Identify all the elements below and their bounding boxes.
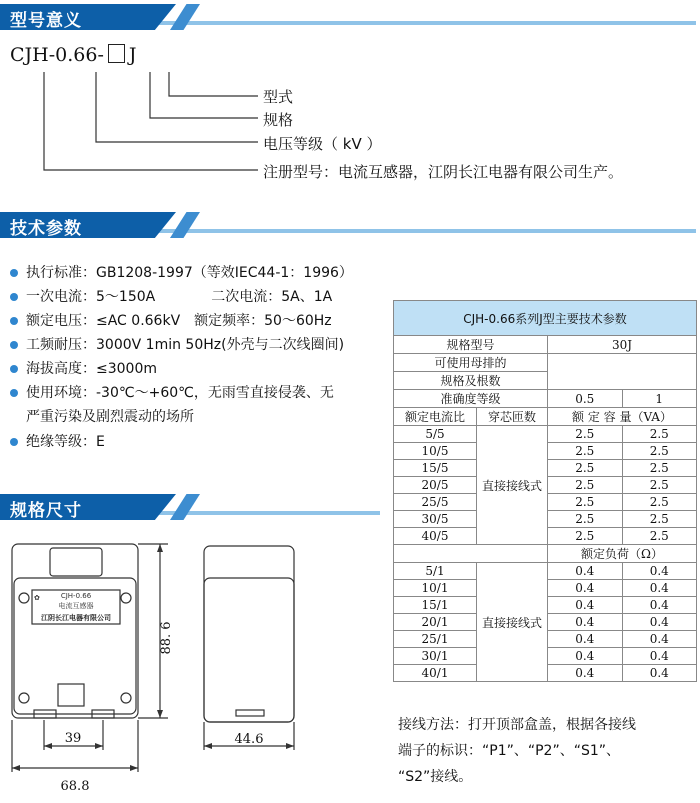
dimension-side: 44.6 (234, 732, 264, 747)
dimension-drawing (0, 540, 392, 803)
table-row: 10/1 0.4 0.4 (394, 580, 697, 597)
table-row: 25/5 2.5 2.5 (394, 494, 697, 511)
bullet-icon (10, 389, 18, 397)
section-title: 型号意义 (10, 11, 82, 31)
spec-item: 使用环境：-30℃～+60℃，无雨雪直接侵袭、无 (10, 382, 334, 402)
svg-text:✿: ✿ (34, 594, 40, 602)
spec-item: 绝缘等级：E (10, 431, 105, 451)
dimension-width-68: 68.8 (60, 779, 90, 794)
brand-line3: 江阴长江电器有限公司 (41, 614, 111, 622)
spec-item: 执行标准：GB1208-1997（等效IEC44-1：1996） (10, 262, 353, 282)
table-row: 40/5 2.5 2.5 (394, 528, 697, 545)
model-label-type: 型式 (263, 88, 294, 106)
parameter-table: CJH-0.66系列J型主要技术参数 规格型号 30J 可使用母排的 规格及根数 准确度等级 0.5 1 额定电流比 穿芯匝数 额 定 容 量（VA） 5/5 直接接线式 2.5 2.5 10/5 2.5 2.5 15/5 2.5 2.5 20/5 2.5 2.5 25/5 2.5 2.5 30/5 2.5 2.5 40/5 2.5 2.5 额定负荷（Ω） 5/1 直接接线式 0.4 0.4 10/1 0.4 0.4 15/1 0.4 0.4 20/1 0.4 0.4 25/1 0.4 0.4 30/1 0.4 0.4 40/1 0.4 0.4 (393, 300, 697, 682)
bullet-icon (10, 269, 18, 277)
brand-line1: CJH-0.66 (60, 592, 92, 600)
table-caption: CJH-0.66系列J型主要技术参数 (394, 301, 697, 336)
table-row: 20/5 2.5 2.5 (394, 477, 697, 494)
wiring-note-line1: 接线方法：打开顶部盒盖，根据各接线 (398, 717, 636, 733)
table-row: 25/1 0.4 0.4 (394, 631, 697, 648)
table-row: 30/1 0.4 0.4 (394, 648, 697, 665)
section-title: 技术参数 (10, 219, 82, 239)
dimension-height: 88. 6 (159, 621, 174, 655)
spec-item-continued: 严重污染及剧烈震动的场所 (26, 409, 194, 425)
bullet-icon (10, 293, 18, 301)
table-row: 5/5 直接接线式 2.5 2.5 (394, 426, 697, 443)
model-label-registration: 注册型号：电流互感器，江阴长江电器有限公司生产。 (263, 163, 624, 181)
section-header-size (0, 494, 390, 520)
wiring-note-line3: “S2”接线。 (398, 769, 473, 785)
section-title: 规格尺寸 (10, 501, 82, 521)
model-leader-lines (0, 66, 270, 176)
dimension-width-39: 39 (64, 731, 82, 746)
table-row: 5/1 直接接线式 0.4 0.4 (394, 563, 697, 580)
bullet-icon (10, 365, 18, 373)
section-header-tech (0, 212, 700, 238)
spec-item: 额定电压：≤AC 0.66kV 额定频率：50～60Hz (10, 310, 332, 330)
table-row: 20/1 0.4 0.4 (394, 614, 697, 631)
table-row: 40/1 0.4 0.4 (394, 665, 697, 682)
model-code: CJH-0.66- J (10, 44, 137, 66)
bullet-icon (10, 341, 18, 349)
table-row: 15/5 2.5 2.5 (394, 460, 697, 477)
section-header-meaning (0, 4, 700, 30)
spec-item: 工频耐压：3000V 1min 50Hz(外壳与二次线圈间) (10, 334, 344, 354)
model-label-spec: 规格 (263, 111, 294, 129)
table-row: 10/5 2.5 2.5 (394, 443, 697, 460)
model-label-voltage: 电压等级（ kV ） (263, 135, 382, 153)
spec-item: 一次电流：5～150A 二次电流：5A、1A (10, 286, 332, 306)
wiring-note-line2: 端子的标识：“P1”、“P2”、“S1”、 (398, 743, 621, 759)
table-row: 15/1 0.4 0.4 (394, 597, 697, 614)
placeholder-box (108, 44, 125, 63)
bullet-icon (10, 317, 18, 325)
table-row: 30/5 2.5 2.5 (394, 511, 697, 528)
spec-item: 海拔高度：≤3000m (10, 358, 157, 378)
brand-line2: 电流互感器 (58, 602, 94, 610)
bullet-icon (10, 438, 18, 446)
